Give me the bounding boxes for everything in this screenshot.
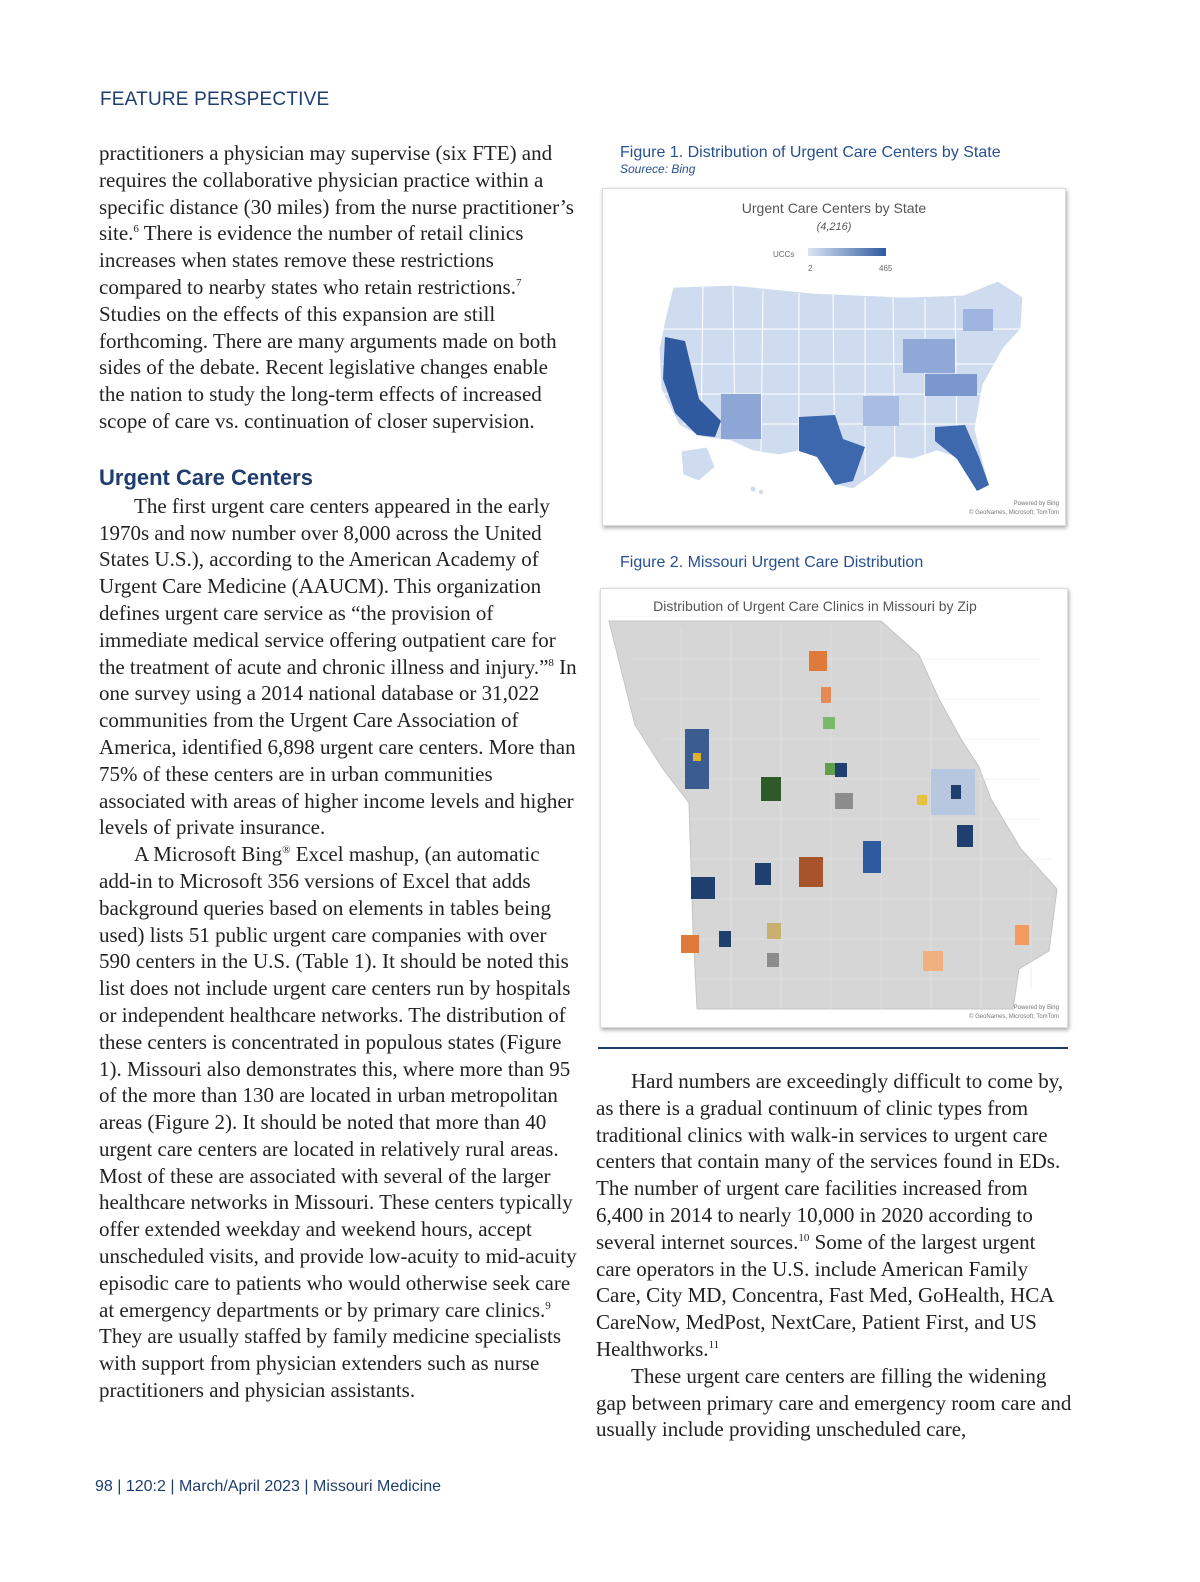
cluster [863, 841, 881, 873]
map-credit: © GeoNames, Microsoft, TomTom [969, 510, 1059, 516]
cluster [923, 951, 943, 971]
map-credit: Powered by Bing [1013, 1005, 1059, 1011]
cluster [825, 763, 835, 775]
cluster [957, 825, 973, 847]
right-column [596, 1068, 1074, 1443]
journal-name: Missouri Medicine [312, 1478, 442, 1495]
issue-date: March/April 2023 [178, 1478, 300, 1495]
cluster [823, 717, 835, 729]
map-title: Urgent Care Centers by State [741, 200, 927, 216]
cluster [693, 753, 701, 761]
left-column [99, 140, 577, 1404]
footnote-ref: 9 [545, 1299, 551, 1312]
figure2-missouri-map [600, 588, 1068, 1028]
legend-max: 465 [879, 264, 893, 273]
page-footer [95, 1478, 441, 1496]
volume: 120:2 [125, 1478, 166, 1495]
section-heading: Urgent Care Centers [99, 464, 313, 490]
state-carolinas [925, 374, 977, 396]
map-credit: Powered by Bing [1013, 501, 1059, 507]
state-hawaii [751, 487, 756, 492]
footer-divider: | [170, 1478, 179, 1495]
page-number: 98 [95, 1478, 113, 1495]
cluster [767, 923, 781, 939]
state-hawaii [759, 490, 763, 494]
footnote-ref: 8 [548, 656, 554, 669]
cluster [755, 863, 771, 885]
cluster [761, 777, 781, 801]
figure1-us-map [602, 188, 1066, 526]
legend-gradient [808, 248, 886, 256]
missouri-outline [609, 621, 1057, 1009]
missouri-zip-map [601, 589, 1067, 1027]
footnote-ref: 7 [515, 276, 522, 289]
cluster [767, 953, 779, 967]
section-label: FEATURE PERSPECTIVE [100, 89, 330, 110]
footer-divider: | [117, 1478, 126, 1495]
paragraph: These urgent care centers are filling the widening gap between primary care and emergency room care and usually include providing unscheduled care, [596, 1363, 1072, 1442]
paragraph: practitioners a physician may supervise (six FTE) and requires the collaborative physician practice within a specific distance (30 miles) from the nurse practitioner’s site.$^6$ There is evidence the number of retail clinics increases when states remove these restrictions compared to nearby states who retain restrictions.$^7$ Studies on the effects of this expansion are still forthcoming. There are many arguments made on both sides of the debate. Recent legislative changes enable the nation to study the long-term effects of increased scope of care vs. continuation of closer supervision. [99, 141, 574, 433]
cluster [681, 935, 699, 953]
registered-mark: ® [282, 844, 291, 857]
cluster [835, 763, 847, 777]
figure1-source: Sourece: Bing [620, 162, 696, 176]
state-alaska [681, 447, 715, 481]
cluster [691, 877, 715, 899]
paragraph: Hard numbers are exceedingly difficult to come by, as there is a gradual continuum of clinic types from traditional clinics with walk-in services to urgent care centers that contain many of the services found in EDs. The number of urgent care facilities increased from 6,400 in 2014 to nearly 10,000 in 2020 according to several internet sources.$^{10}$ Some of the largest urgent care operators in the U.S. include American Family Care, City MD, Concentra, Fast Med, GoHealth, HCA CareNow, MedPost, NextCare, Patient First, and US Healthworks.$^{11}$ [596, 1069, 1064, 1361]
map-credit: © GeoNames, Microsoft, TomTom [969, 1014, 1059, 1020]
state-midwest [903, 339, 955, 373]
figure1-caption: Figure 1. Distribution of Urgent Care Centers by State [620, 144, 1001, 161]
state-tennessee [863, 396, 899, 426]
paragraph: A Microsoft Bing® Excel mashup, (an automatic add-in to Microsoft 356 versions of Excel that adds background queries based on elements in tables being used) lists 51 public urgent care companies with over 590 centers in the U.S. (Table 1). It should be noted this list does not include urgent care centers run by hospitals or independent healthcare networks. The distribution of these centers is concentrated in populous states (Figure 1). Missouri also demonstrates this, where more than 95 of the more than 130 are located in urban metropolitan areas (Figure 2). It should be noted that more than 40 urgent care centers are located in relatively rural areas. Most of these are associated with several of the larger healthcare networks in Missouri. These centers typically offer extended weekday and weekend hours, accept unscheduled visits, and provide low-acuity to mid-acuity episodic care to patients who would otherwise seek care at emergency departments or by primary care clinics.$^9$ They are usually staffed by family medicine specialists with support from physician extenders such as nurse practitioners and physician assistants. [99, 842, 577, 1403]
cluster [917, 795, 927, 805]
cluster [799, 857, 823, 887]
footnote-ref: 10 [798, 1231, 810, 1244]
cluster [719, 931, 731, 947]
column-divider [598, 1047, 1068, 1049]
state-arizona [721, 394, 761, 439]
map-title: Distribution of Urgent Care Clinics in Missouri by Zip [653, 598, 977, 614]
cluster [821, 687, 831, 703]
footnote-ref: 6 [133, 223, 139, 236]
legend-min: 2 [808, 264, 813, 273]
paragraph: The first urgent care centers appeared in the early 1970s and now number over 8,000 across the United States U.S.), according to the American Academy of Urgent Care Medicine (AAUCM). This organization defines urgent care service as “the provision of immediate medical service offering outpatient care for the treatment of acute and chronic illness and injury.”$^8$ In one survey using a 2014 national database or 31,022 communities from the Urgent Care Association of America, identified 6,898 urgent care centers. More than 75% of these centers are in urban communities associated with areas of higher income levels and higher levels of private insurance. [99, 493, 577, 840]
figure2-caption: Figure 2. Missouri Urgent Care Distribution [620, 554, 924, 571]
cluster [951, 785, 961, 799]
cluster [809, 651, 827, 671]
legend-label: UCCs [773, 250, 795, 259]
footer-divider: | [304, 1478, 313, 1495]
state-northeast [963, 309, 993, 331]
us-choropleth-map [603, 189, 1065, 525]
footnote-ref: 11 [708, 1338, 720, 1351]
map-total: (4,216) [816, 221, 852, 233]
cluster [835, 793, 853, 809]
cluster [1015, 925, 1029, 945]
